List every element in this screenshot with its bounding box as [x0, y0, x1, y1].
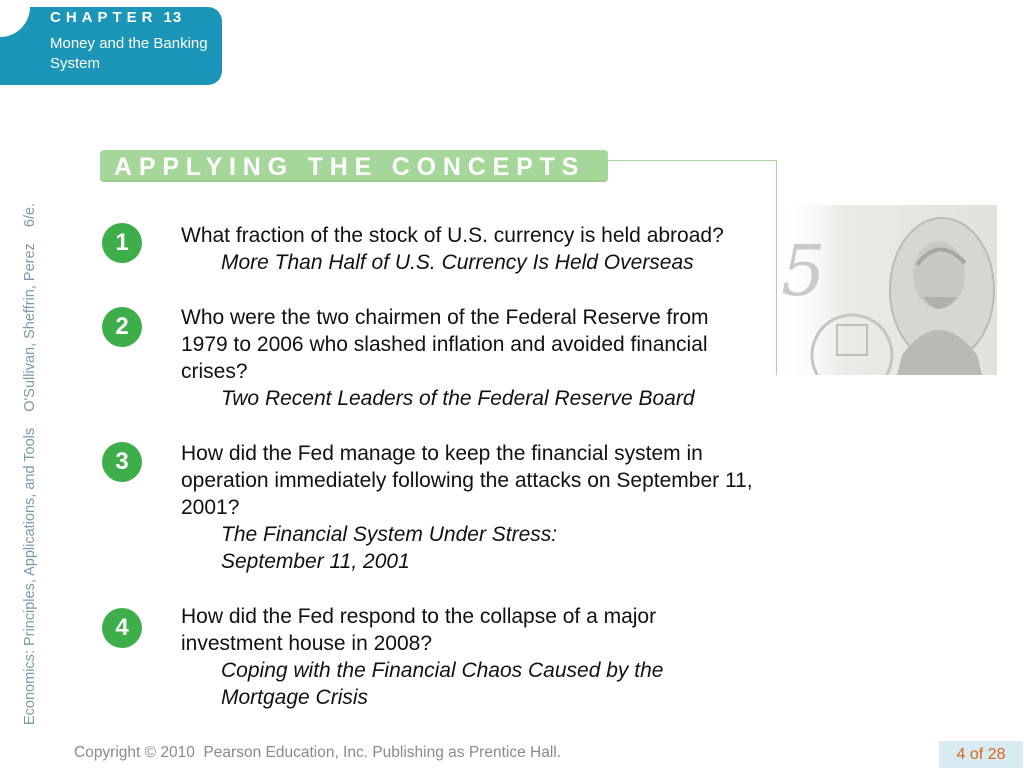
answer-link[interactable]: Two Recent Leaders of the Federal Reserve Board	[221, 387, 695, 410]
item-number-badge: 4	[102, 608, 142, 648]
chapter-subtitle: Money and the Banking System	[50, 35, 208, 72]
question-text: How did the Fed manage to keep the financial system in operation immediately following the attacks on September 11, 2001?	[181, 442, 753, 519]
chapter-number: 13	[163, 9, 183, 26]
answer-link[interactable]: Coping with the Financial Chaos Caused by the Mortgage Crisis	[221, 659, 664, 709]
item-number-badge: 1	[102, 223, 142, 263]
svg-text:5: 5	[781, 230, 826, 312]
applying-concepts-bar	[100, 150, 608, 182]
answer-link[interactable]: The Financial System Under Stress: September 11, 2001	[221, 523, 558, 573]
question-text: What fraction of the stock of U.S. currency is held abroad?	[181, 224, 724, 247]
copyright-notice: Copyright © 2010 Pearson Education, Inc. Publishing as Prentice Hall.	[74, 744, 562, 761]
answer-link[interactable]: More Than Half of U.S. Currency Is Held Overseas	[221, 251, 694, 274]
book-credit-vertical: Economics: Principles, Applications, and Tools O'Sullivan, Sheffrin, Perez 6/e.	[22, 202, 38, 725]
question-text: Who were the two chairmen of the Federal Reserve from 1979 to 2006 who slashed inflation and avoided financial crises?	[181, 306, 709, 383]
page-number: 4 of 28	[939, 741, 1023, 768]
item-number-badge: 3	[102, 442, 142, 482]
chapter-label: CHAPTER	[50, 9, 158, 26]
applying-concepts-title: APPLYING THE CONCEPTS	[114, 153, 586, 181]
chapter-heading	[50, 9, 182, 26]
frame-line-top	[608, 160, 777, 161]
question-text: How did the Fed respond to the collapse of a major investment house in 2008?	[181, 605, 657, 655]
five-dollar-bill-icon	[777, 205, 997, 375]
item-number-badge: 2	[102, 307, 142, 347]
